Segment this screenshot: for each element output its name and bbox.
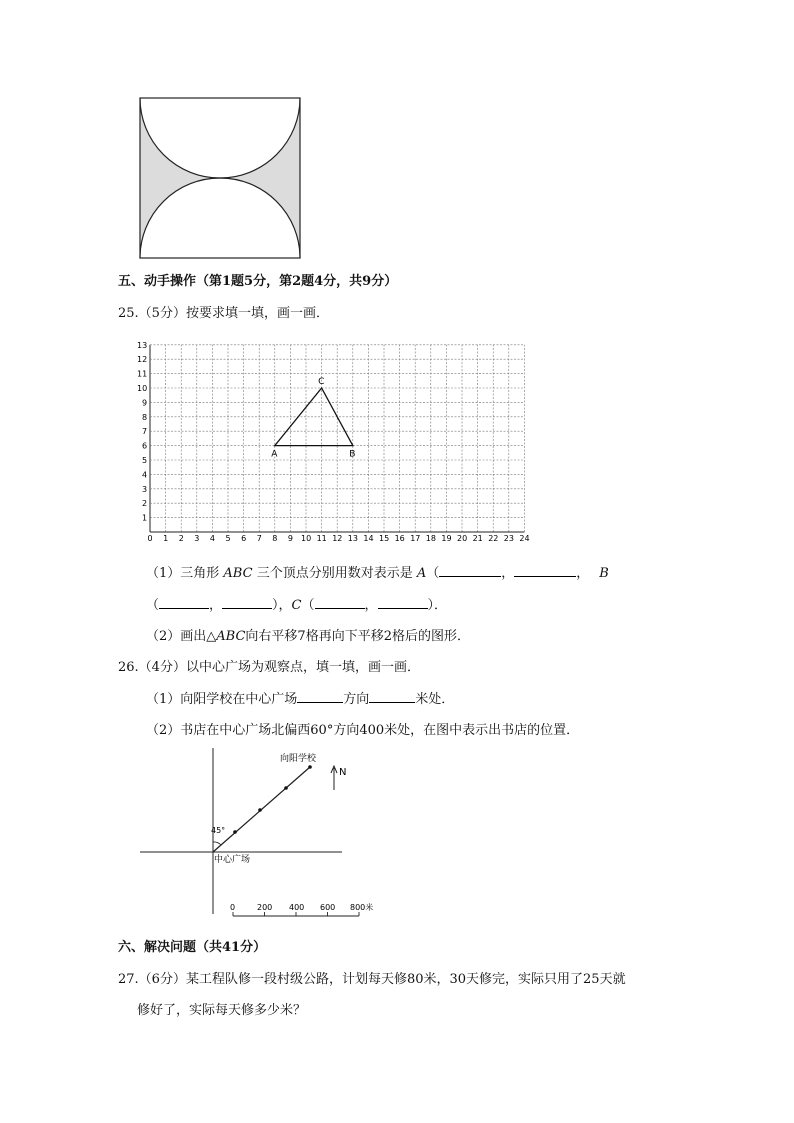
direction-map xyxy=(136,746,396,918)
x-tick-label: 4 xyxy=(209,534,215,543)
x-tick-label: 22 xyxy=(488,534,499,543)
answer-blank-a-y[interactable] xyxy=(514,564,576,577)
vertex-label: C xyxy=(318,377,325,387)
q25-p1-text-a: （1）三角形 xyxy=(146,566,220,581)
paren-open: （ xyxy=(426,566,440,581)
q25-p1-text-b: 三个顶点分别用数对表示是 xyxy=(256,566,413,581)
semicircle-figure xyxy=(138,96,302,260)
q25-p2-text: （2）画出△ xyxy=(146,629,217,644)
scale-tick-label: 0 xyxy=(230,903,236,912)
ray-dot xyxy=(308,765,312,769)
x-tick-label: 9 xyxy=(287,534,293,543)
y-tick-label: 4 xyxy=(142,470,148,480)
x-tick-label: 5 xyxy=(225,534,231,543)
angle-arc xyxy=(213,842,221,845)
q25-point-c-label: C xyxy=(291,598,302,613)
answer-blank-b-x[interactable] xyxy=(159,596,209,609)
q26-part2: （2）书店在中心广场北偏西60°方向400米处，在图中表示出书店的位置． xyxy=(146,723,580,738)
scale-tick-label: 600 xyxy=(320,903,336,912)
comma: ， xyxy=(209,598,223,613)
x-tick-label: 3 xyxy=(194,534,200,543)
x-tick-label: 20 xyxy=(457,534,468,543)
north-label: N xyxy=(339,767,347,778)
paren-open: （ xyxy=(146,598,160,613)
q26-part1 xyxy=(146,688,454,707)
q27-line1: 27.（6分）某工程队修一段村级公路，计划每天修80米，30天修完，实际只用了25天就 xyxy=(118,972,626,987)
q25-part1-line1 xyxy=(146,562,609,581)
x-tick-label: 18 xyxy=(425,534,436,543)
scale-tick-label: 400 xyxy=(289,903,305,912)
x-tick-label: 21 xyxy=(472,534,483,543)
x-tick-label: 15 xyxy=(379,534,390,543)
q25-part1-line2 xyxy=(146,594,447,613)
y-tick-label: 11 xyxy=(137,369,148,379)
coordinate-grid xyxy=(135,334,545,544)
answer-blank-b-y[interactable] xyxy=(222,596,272,609)
q26-p1-text-a: （1）向阳学校在中心广场 xyxy=(146,692,298,707)
comma: ， xyxy=(501,566,515,581)
x-tick-label: 6 xyxy=(241,534,247,543)
y-tick-label: 13 xyxy=(137,340,148,350)
x-tick-label: 11 xyxy=(316,534,327,543)
scale-bar xyxy=(233,912,359,916)
x-tick-label: 1 xyxy=(163,534,169,543)
scale-tick-label: 200 xyxy=(257,903,273,912)
ray-dot xyxy=(284,786,288,790)
comma: ， xyxy=(364,598,378,613)
vertex-label: A xyxy=(271,449,278,460)
x-tick-label: 17 xyxy=(410,534,421,543)
q25-point-b-label: B xyxy=(599,566,609,581)
q25-part2 xyxy=(146,625,470,644)
y-tick-label: 9 xyxy=(142,398,148,408)
q27-line2: 修好了，实际每天修多少米？ xyxy=(137,1003,307,1018)
y-tick-label: 10 xyxy=(137,384,148,393)
x-tick-label: 13 xyxy=(347,534,358,543)
x-tick-label: 12 xyxy=(332,534,343,543)
y-tick-label: 2 xyxy=(142,499,148,509)
y-tick-label: 12 xyxy=(137,355,148,365)
north-arrow-icon xyxy=(331,766,337,790)
q25-stem: 25.（5分）按要求填一填，画一画． xyxy=(118,306,329,321)
q26-p1-text-b: 方向 xyxy=(343,692,370,707)
answer-blank-direction[interactable] xyxy=(297,690,343,703)
vertex-label: B xyxy=(349,449,356,460)
section6-heading: 六、解决问题（共41分） xyxy=(118,940,267,955)
answer-blank-distance[interactable] xyxy=(369,690,415,703)
x-tick-label: 16 xyxy=(394,534,405,543)
x-tick-label: 19 xyxy=(441,534,452,543)
school-label: 向阳学校 xyxy=(280,754,317,764)
y-tick-label: 7 xyxy=(142,427,148,437)
x-tick-label: 14 xyxy=(363,534,374,543)
paren-open: （ xyxy=(301,598,315,613)
q25-p2-abc: ABC xyxy=(216,629,246,644)
q26-p1-text-c: 米处． xyxy=(415,692,455,707)
answer-blank-a-x[interactable] xyxy=(439,564,501,577)
section5-heading: 五、动手操作（第1题5分，第2题4分，共9分） xyxy=(118,274,398,289)
y-tick-label: 5 xyxy=(142,456,148,465)
x-tick-label: 23 xyxy=(503,534,514,543)
answer-blank-c-y[interactable] xyxy=(378,596,428,609)
comma: ， xyxy=(576,566,590,581)
x-tick-label: 7 xyxy=(256,534,262,543)
x-tick-label: 0 xyxy=(147,534,153,543)
close-sep: ）， xyxy=(272,598,292,613)
x-tick-label: 24 xyxy=(519,534,530,543)
y-tick-label: 1 xyxy=(142,513,148,523)
q26-stem: 26.（4分）以中心广场为观察点，填一填，画一画． xyxy=(118,660,420,675)
q25-point-a-label: A xyxy=(416,566,427,581)
y-tick-label: 6 xyxy=(142,441,148,451)
y-tick-label: 3 xyxy=(142,484,148,494)
scale-tick-label: 800米 xyxy=(350,903,374,912)
angle-label: 45° xyxy=(211,826,226,835)
close-end: ）． xyxy=(427,598,448,613)
center-label: 中心广场 xyxy=(214,855,251,865)
answer-blank-c-x[interactable] xyxy=(315,596,365,609)
x-tick-label: 10 xyxy=(301,534,312,543)
q25-p2-rest: 向右平移7格再向下平移2格后的图形． xyxy=(245,629,470,644)
ray-dot xyxy=(233,830,237,834)
q25-p1-abc: ABC xyxy=(223,566,253,581)
x-tick-label: 2 xyxy=(178,534,184,543)
y-tick-label: 8 xyxy=(142,412,148,422)
ray-dot xyxy=(258,808,262,812)
x-tick-label: 8 xyxy=(272,534,278,543)
